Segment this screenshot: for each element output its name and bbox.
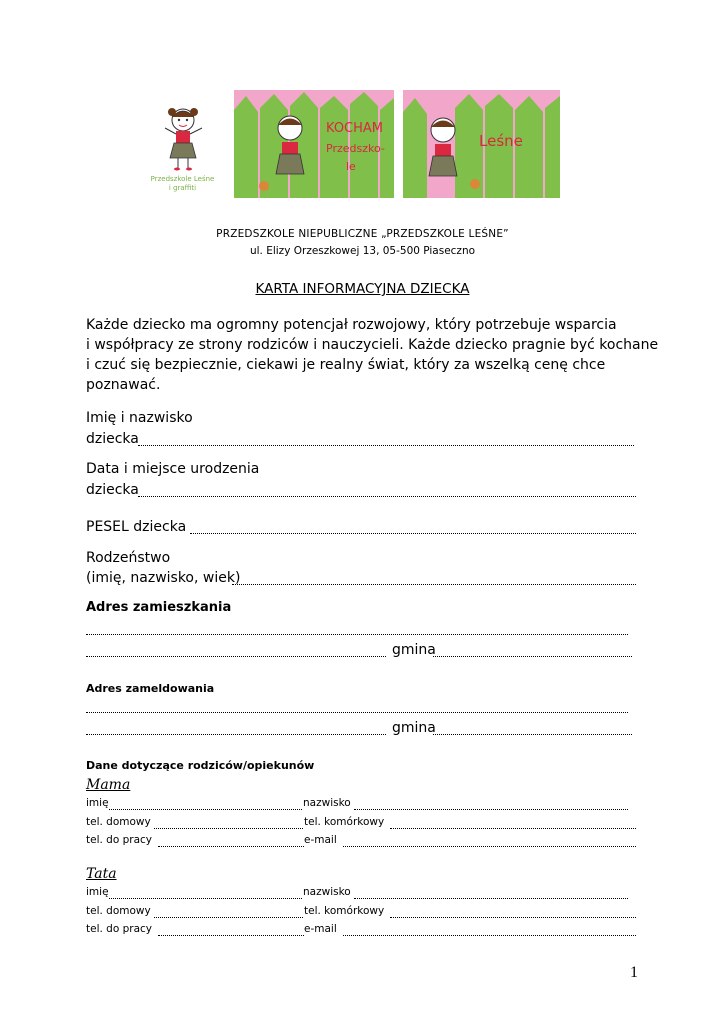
mother-mobile-label: tel. komórkowy — [304, 816, 385, 828]
father-first-name-field[interactable] — [109, 898, 302, 899]
kocham-przedszkole-panel — [234, 90, 394, 198]
siblings-field[interactable] — [232, 584, 636, 585]
father-heading: Tata — [86, 866, 117, 882]
mother-home-phone-field[interactable] — [154, 828, 303, 829]
siblings-label-1: Rodzeństwo — [86, 550, 171, 566]
father-email-label: e-mail — [304, 923, 337, 935]
residence-field-2[interactable] — [86, 656, 386, 657]
intro-line-1: Każde dziecko ma ogromny potencjał rozwojowy, który potrzebuje wsparcia — [86, 317, 617, 333]
registered-gmina-label: gmina — [392, 720, 436, 736]
logo-caption-line1: Przedszkole Leśne — [150, 175, 215, 183]
mother-mobile-field[interactable] — [390, 828, 636, 829]
registered-gmina-field[interactable] — [433, 734, 632, 735]
father-home-phone-label: tel. domowy — [86, 905, 151, 917]
mother-work-phone-label: tel. do pracy — [86, 834, 152, 846]
school-address: ul. Elizy Orzeszkowej 13, 05-500 Piaseczno — [249, 245, 476, 257]
panel-text-kocham: KOCHAM — [326, 121, 384, 136]
child-name-field[interactable] — [138, 445, 634, 446]
mother-heading: Mama — [86, 777, 131, 793]
child-name-label-1: Imię i nazwisko — [86, 410, 193, 426]
siblings-label-2: (imię, nazwisko, wiek) — [86, 570, 241, 586]
father-last-name-label: nazwisko — [303, 886, 351, 898]
panel-text-lesne: Leśne — [479, 132, 523, 150]
father-first-name-label: imię — [86, 886, 109, 898]
logo-caption-line2: i graffiti — [168, 184, 197, 192]
panel-text-przedszko: Przedszko- — [326, 142, 385, 155]
panel-text-le: le — [346, 160, 356, 173]
father-mobile-label: tel. komórkowy — [304, 905, 385, 917]
intro-line-4: poznawać. — [86, 377, 161, 393]
mother-home-phone-label: tel. domowy — [86, 816, 151, 828]
mother-work-phone-field[interactable] — [158, 846, 304, 847]
registered-field-2[interactable] — [86, 734, 386, 735]
father-work-phone-label: tel. do pracy — [86, 923, 152, 935]
registered-heading: Adres zameldowania — [86, 682, 215, 695]
residence-heading: Adres zamieszkania — [86, 600, 232, 615]
mother-first-name-label: imię — [86, 797, 109, 809]
birth-field[interactable] — [138, 496, 636, 497]
birth-label-1: Data i miejsce urodzenia — [86, 461, 260, 477]
registered-field-1[interactable] — [86, 712, 628, 713]
father-last-name-field[interactable] — [354, 898, 628, 899]
document-title: KARTA INFORMACYJNA DZIECKA — [255, 281, 470, 297]
intro-line-2: i współpracy ze strony rodziców i nauczycieli. Każde dziecko pragnie być kochane — [86, 337, 659, 353]
mother-last-name-label: nazwisko — [303, 797, 351, 809]
father-home-phone-field[interactable] — [154, 917, 303, 918]
mother-last-name-field[interactable] — [354, 809, 628, 810]
father-mobile-field[interactable] — [390, 917, 636, 918]
residence-field-1[interactable] — [86, 634, 628, 635]
residence-gmina-field[interactable] — [433, 656, 632, 657]
mother-first-name-field[interactable] — [109, 809, 302, 810]
father-work-phone-field[interactable] — [158, 935, 304, 936]
intro-line-3: i czuć się bezpiecznie, ciekawi je realny świat, który za wszelką cenę chce — [86, 357, 606, 373]
pesel-label: PESEL dziecka — [86, 519, 187, 535]
lesne-panel — [403, 90, 560, 198]
school-name: PRZEDSZKOLE NIEPUBLICZNE „PRZEDSZKOLE LEŚNE” — [216, 228, 509, 240]
kindergarten-logo-figure — [150, 100, 220, 172]
parents-heading: Dane dotyczące rodziców/opiekunów — [86, 759, 315, 772]
page-number: 1 — [630, 964, 638, 981]
pesel-field[interactable] — [190, 533, 636, 534]
birth-label-2: dziecka — [86, 482, 139, 498]
child-name-label-2: dziecka — [86, 431, 139, 447]
father-email-field[interactable] — [343, 935, 636, 936]
mother-email-field[interactable] — [343, 846, 636, 847]
residence-gmina-label: gmina — [392, 642, 436, 658]
mother-email-label: e-mail — [304, 834, 337, 846]
logo-caption — [150, 175, 215, 193]
